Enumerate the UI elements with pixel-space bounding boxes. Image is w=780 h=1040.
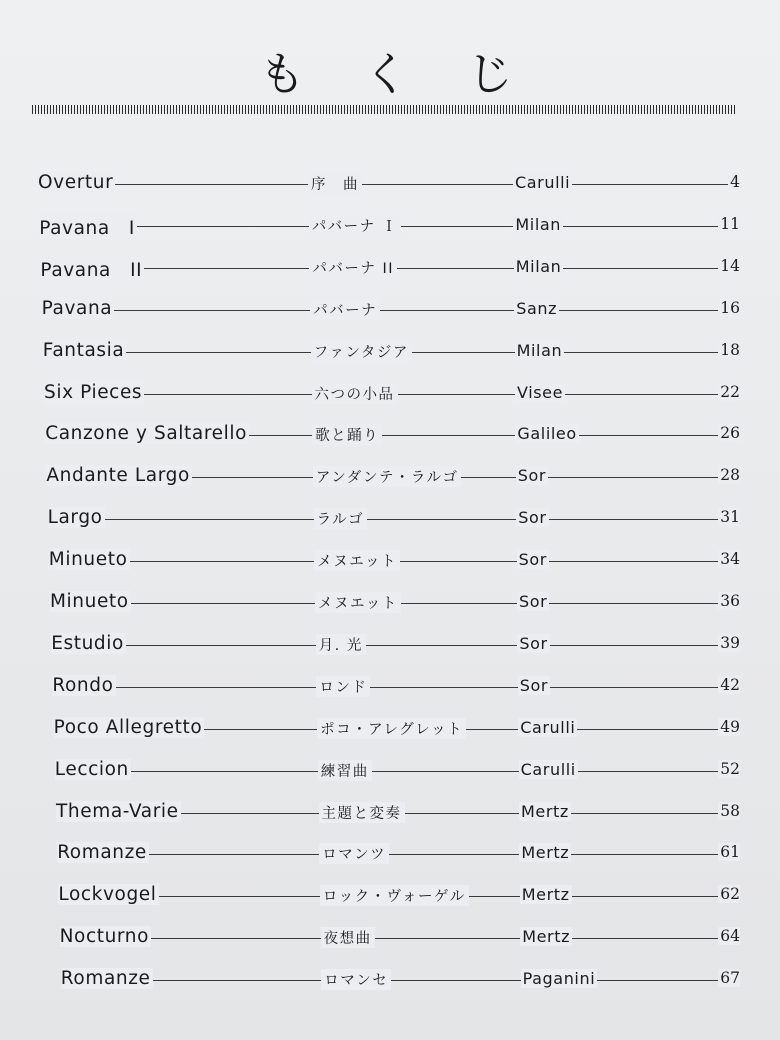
entry-title: Minueto	[48, 549, 128, 571]
entry-composer: Mertz	[521, 885, 570, 905]
entry-title: Overtur	[38, 172, 114, 193]
toc-entry	[55, 759, 740, 787]
entry-japanese-title: パバーナ Ｉ	[309, 215, 401, 236]
entry-japanese-title: 夜想曲	[321, 927, 375, 948]
entry-composer: Milan	[515, 256, 562, 276]
entry-page-number: 58	[720, 801, 740, 820]
entry-japanese-title: ロマンセ	[321, 969, 391, 990]
entry-title: Minueto	[50, 591, 129, 612]
entry-composer: Sor	[519, 633, 548, 653]
entry-page-number: 18	[720, 340, 740, 359]
toc-entry	[42, 298, 740, 326]
entry-page-number: 62	[720, 885, 740, 904]
leader-line	[52, 687, 740, 688]
entry-page-number: 28	[720, 466, 740, 485]
entry-composer: Sor	[519, 675, 549, 695]
entry-japanese-title: ポコ・アレグレット	[317, 718, 466, 739]
entry-composer: Paganini	[522, 969, 596, 989]
entry-page-number: 26	[720, 424, 740, 443]
toc-entry	[48, 507, 740, 535]
entry-composer: Sor	[518, 550, 547, 570]
entry-japanese-title: ロック・ヴォーゲル	[320, 885, 469, 906]
entry-japanese-title: アンダンテ・ラルゴ	[313, 466, 462, 487]
leader-line	[42, 310, 740, 311]
entry-composer: Mertz	[521, 801, 569, 821]
leader-line	[48, 519, 740, 520]
entry-title: Pavana I	[39, 214, 137, 240]
entry-japanese-title: パバーナ	[310, 299, 380, 320]
toc-entry	[52, 675, 740, 703]
toc-entry	[46, 465, 740, 493]
entry-title: Poco Allegretto	[53, 716, 203, 738]
entry-title: Largo	[47, 507, 103, 529]
entry-japanese-title: メヌエット	[314, 550, 400, 571]
entry-japanese-title: ロマンツ	[319, 843, 389, 864]
toc-entry	[61, 968, 740, 996]
entry-title: Six Pieces	[44, 381, 143, 403]
entry-page-number: 11	[720, 214, 740, 233]
entry-title: Andante Largo	[46, 465, 190, 487]
toc-entry	[44, 382, 740, 410]
entry-title: Thema-Varie	[56, 800, 179, 822]
toc-entry	[54, 717, 740, 745]
toc-entry	[40, 256, 740, 284]
leader-line	[57, 854, 740, 855]
entry-japanese-title: 練習曲	[318, 760, 372, 781]
entry-japanese-title: ファンタジア	[311, 341, 412, 362]
entry-page-number: 39	[720, 633, 740, 652]
entry-composer: Mertz	[522, 927, 571, 947]
toc-entry	[50, 591, 740, 619]
entry-title: Pavana	[41, 297, 113, 319]
entry-page-number: 67	[720, 969, 740, 988]
entry-composer: Mertz	[521, 843, 570, 863]
entry-title: Pavana II	[40, 256, 144, 282]
entry-page-number: 16	[720, 298, 740, 317]
entry-page-number: 61	[720, 843, 740, 862]
entry-composer: Carulli	[520, 759, 576, 779]
entry-japanese-title: ロンド	[316, 676, 370, 697]
entry-page-number: 31	[720, 508, 740, 527]
leader-line	[55, 771, 740, 772]
entry-japanese-title: 月. 光	[316, 634, 366, 655]
toc-entry	[57, 842, 740, 870]
entry-page-number: 34	[720, 550, 740, 569]
entry-composer: Visee	[517, 382, 564, 402]
page-title: もくじ	[259, 47, 571, 101]
entry-page-number: 42	[720, 675, 740, 694]
entry-title: Romanze	[60, 968, 151, 990]
entry-composer: Carulli	[520, 717, 576, 737]
entry-composer: Sor	[518, 508, 547, 528]
entry-japanese-title: 序 曲	[308, 173, 362, 194]
entry-title: Lockvogel	[58, 884, 157, 906]
leader-line	[38, 184, 740, 185]
toc-entry	[38, 172, 740, 200]
entry-title: Canzone y Saltarello	[45, 423, 248, 445]
entry-composer: Carulli	[515, 173, 571, 192]
leader-line	[61, 980, 740, 981]
toc-entry	[58, 884, 740, 912]
entry-composer: Milan	[516, 340, 563, 360]
entry-japanese-title: パバーナ II	[309, 257, 397, 278]
entry-title: Rondo	[52, 674, 114, 696]
entry-japanese-title: ラルゴ	[314, 508, 368, 529]
toc-entry	[51, 633, 740, 661]
entry-page-number: 36	[720, 592, 740, 610]
toc-entry	[43, 340, 740, 368]
leader-line	[60, 938, 740, 939]
entry-page-number: 4	[730, 173, 740, 191]
entry-title: Romanze	[57, 842, 147, 864]
entry-composer: Sor	[517, 466, 547, 486]
entry-japanese-title: 歌と踊り	[312, 424, 382, 445]
entry-page-number: 64	[720, 927, 740, 946]
entry-composer: Milan	[515, 214, 562, 234]
toc-entry	[49, 549, 740, 577]
entry-page-number: 14	[720, 256, 740, 275]
entry-page-number: 52	[720, 759, 740, 778]
entry-japanese-title: 六つの小品	[312, 383, 398, 404]
toc-entry	[45, 423, 740, 451]
leader-line	[51, 645, 740, 646]
entry-japanese-title: 主題と変奏	[319, 802, 405, 823]
entry-page-number: 22	[720, 382, 740, 401]
entry-composer: Galileo	[517, 424, 577, 444]
entry-title: Nocturno	[59, 926, 150, 948]
entry-page-number: 49	[720, 717, 740, 736]
entry-title: Fantasia	[42, 339, 125, 361]
toc-entry	[56, 801, 740, 829]
entry-composer: Sor	[519, 592, 548, 611]
toc-entry	[60, 926, 740, 954]
entry-title: Estudio	[51, 632, 124, 654]
entry-composer: Sanz	[516, 298, 558, 318]
entry-japanese-title: メヌエット	[315, 592, 401, 613]
entry-title: Leccion	[54, 758, 129, 780]
toc-entry	[39, 214, 740, 242]
